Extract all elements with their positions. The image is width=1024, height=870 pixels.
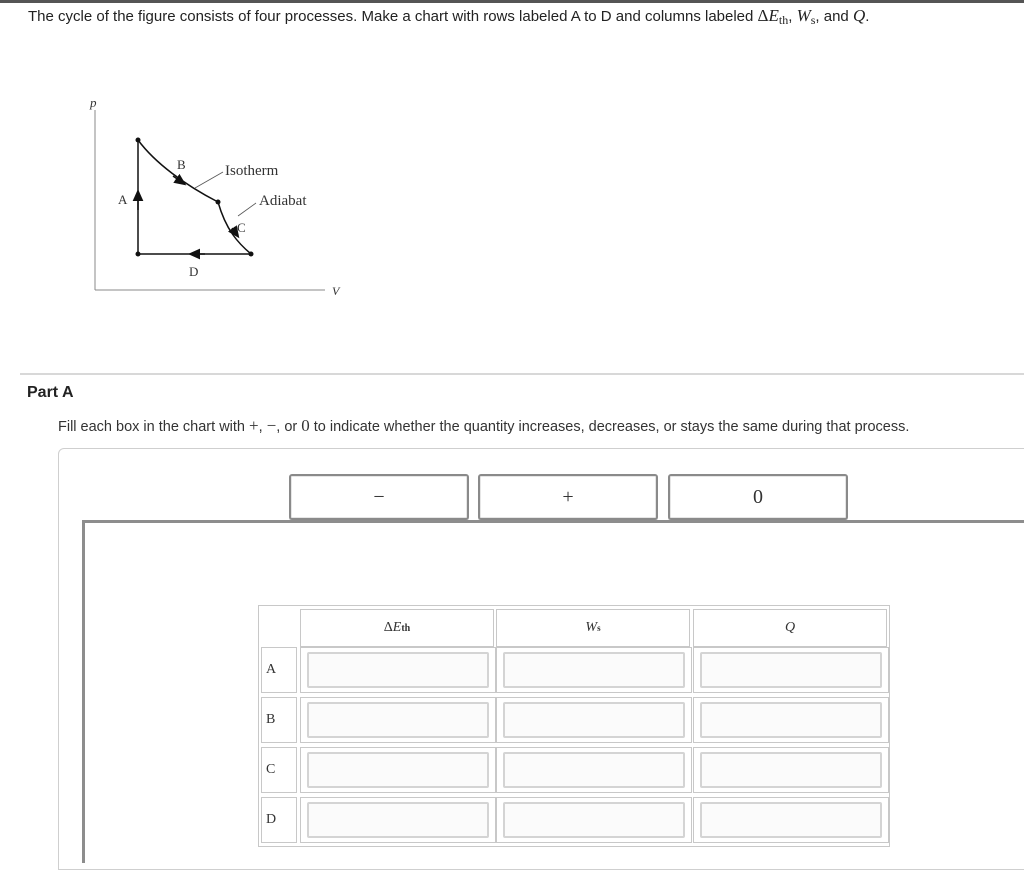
column-header-q: Q — [693, 609, 887, 647]
drop-slot-c-eth[interactable] — [307, 752, 489, 788]
row-label-b: B — [261, 697, 297, 743]
cell-c-eth — [300, 747, 496, 793]
row-label-a: A — [261, 647, 297, 693]
adiabat-leader — [238, 203, 256, 216]
label-a: A — [118, 192, 128, 207]
vertex-2 — [216, 200, 221, 205]
question-text: The cycle of the figure consists of four processes. Make a chart with rows labeled A to D and columns labeled $\Delta E_{th}$, $W_s$, and Q. — [28, 6, 870, 27]
drop-slot-d-q[interactable] — [700, 802, 882, 838]
vertex-3 — [249, 252, 254, 257]
cell-c-ws — [496, 747, 692, 793]
label-adiabat: Adiabat — [259, 193, 307, 209]
pv-diagram — [80, 85, 360, 305]
drop-slot-b-ws[interactable] — [503, 702, 685, 738]
drop-slot-a-q[interactable] — [700, 652, 882, 688]
cell-a-q — [693, 647, 889, 693]
vertex-4 — [136, 252, 141, 257]
cell-a-ws — [496, 647, 692, 693]
part-title: Part A — [27, 384, 74, 401]
part-divider — [20, 373, 1024, 375]
cell-b-q — [693, 697, 889, 743]
drop-slot-d-eth[interactable] — [307, 802, 489, 838]
v-axis-label: V — [332, 284, 340, 298]
cell-b-ws — [496, 697, 692, 743]
token-plus[interactable]: + — [478, 474, 658, 520]
column-header-ws: W s — [496, 609, 690, 647]
drop-slot-a-eth[interactable] — [307, 652, 489, 688]
label-b: B — [177, 157, 186, 172]
p-axis-label: p — [90, 95, 97, 110]
chart-grid — [258, 605, 890, 845]
drop-slot-b-eth[interactable] — [307, 702, 489, 738]
cell-c-q — [693, 747, 889, 793]
cell-b-eth — [300, 697, 496, 743]
row-label-c: C — [261, 747, 297, 793]
drop-slot-b-q[interactable] — [700, 702, 882, 738]
drop-slot-d-ws[interactable] — [503, 802, 685, 838]
drop-slot-a-ws[interactable] — [503, 652, 685, 688]
label-isotherm: Isotherm — [225, 163, 279, 179]
label-c: C — [237, 220, 246, 235]
row-label-d: D — [261, 797, 297, 843]
drop-slot-c-ws[interactable] — [503, 752, 685, 788]
drop-slot-c-q[interactable] — [700, 752, 882, 788]
token-zero[interactable]: 0 — [668, 474, 848, 520]
label-d: D — [189, 264, 199, 279]
cell-d-q — [693, 797, 889, 843]
isotherm-leader — [195, 172, 223, 188]
column-header-delta-eth: Δ E th — [300, 609, 494, 647]
cell-d-ws — [496, 797, 692, 843]
top-rule — [0, 0, 1024, 3]
vertex-1 — [136, 138, 141, 143]
instructions: Fill each box in the chart with +, −, or 0 to indicate whether the quantity increases, decreases, or stays the same during that process. — [58, 416, 910, 435]
cell-a-eth — [300, 647, 496, 693]
cell-d-eth — [300, 797, 496, 843]
token-minus[interactable]: − — [289, 474, 469, 520]
